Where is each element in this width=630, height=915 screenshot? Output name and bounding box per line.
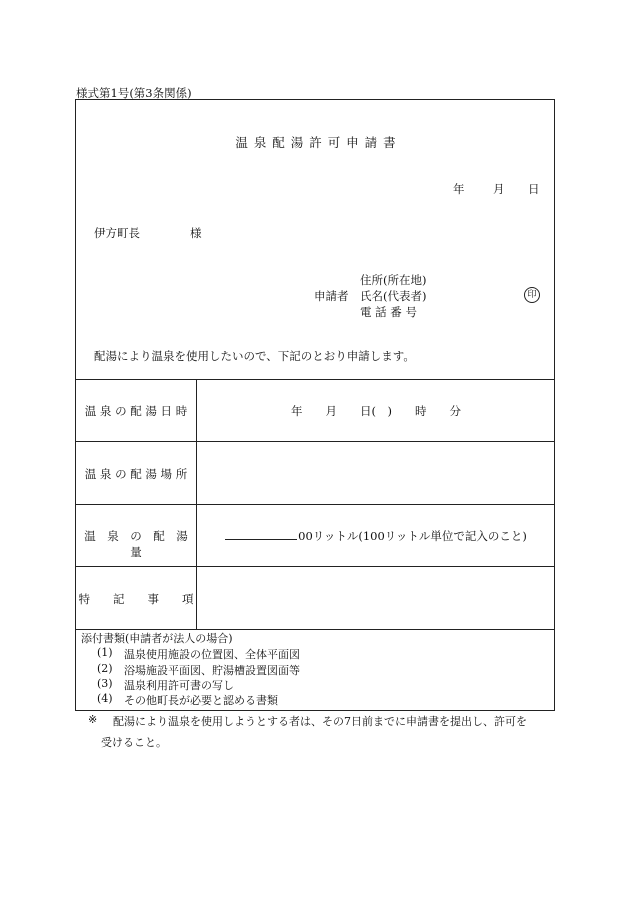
volume-unit-text: 00リットル(100リットル単位で記入のこと) — [298, 529, 527, 543]
attachment-text: 温泉利用許可書の写し — [124, 679, 234, 692]
divider — [76, 504, 554, 505]
attachment-text: 温泉使用施設の位置図、全体平面図 — [124, 648, 300, 661]
row-label-remarks: 特 記 事 項 — [78, 592, 194, 606]
attachment-num: (4) — [97, 692, 113, 705]
divider — [76, 379, 554, 380]
attachment-num: (2) — [97, 662, 113, 675]
attachment-text: 浴場施設平面図、貯湯槽設置図面等 — [124, 664, 300, 677]
applicant-label: 申請者 — [314, 289, 349, 303]
seal-mark: 印 — [524, 287, 540, 303]
date-day: 日 — [528, 182, 540, 196]
applicant-name-label: 氏名(代表者) — [360, 289, 427, 303]
attachment-num: (1) — [97, 646, 113, 659]
addressee-name: 伊方町長 — [94, 226, 140, 240]
applicant-address-label: 住所(所在地) — [360, 273, 427, 287]
attachment-text: その他町長が必要と認める書類 — [124, 694, 278, 707]
addressee-honorific: 様 — [190, 226, 202, 240]
application-form — [75, 99, 555, 711]
row-label-datetime: 温 泉 の 配 湯 日 時 — [84, 404, 188, 418]
note-line-2: 受けること。 — [101, 736, 167, 749]
divider — [76, 566, 554, 567]
volume-blank[interactable] — [225, 528, 297, 540]
attachment-num: (3) — [97, 677, 113, 690]
volume-value[interactable] — [197, 528, 555, 544]
date-year: 年 — [453, 182, 465, 196]
row-label-volume: 温 泉 の 配 湯 量 — [84, 529, 200, 559]
form-number-label: 様式第1号(第3条関係) — [76, 86, 192, 100]
applicant-phone-label: 電 話 番 号 — [360, 305, 417, 319]
divider — [76, 441, 554, 442]
row-label-location: 温 泉 の 配 湯 場 所 — [84, 467, 188, 481]
date-month: 月 — [493, 182, 505, 196]
note-mark: ※ — [88, 713, 98, 726]
datetime-value[interactable]: 年 月 日( ) 時 分 — [291, 404, 461, 418]
form-title: 温 泉 配 湯 許 可 申 請 書 — [235, 135, 397, 150]
note-line-1: 配湯により温泉を使用しようとする者は、その7日前までに申請書を提出し、許可を — [113, 715, 527, 728]
intro-text: 配湯により温泉を使用したいので、下記のとおり申請します。 — [94, 349, 415, 363]
attachments-heading: 添付書類(申請者が法人の場合) — [81, 632, 233, 645]
